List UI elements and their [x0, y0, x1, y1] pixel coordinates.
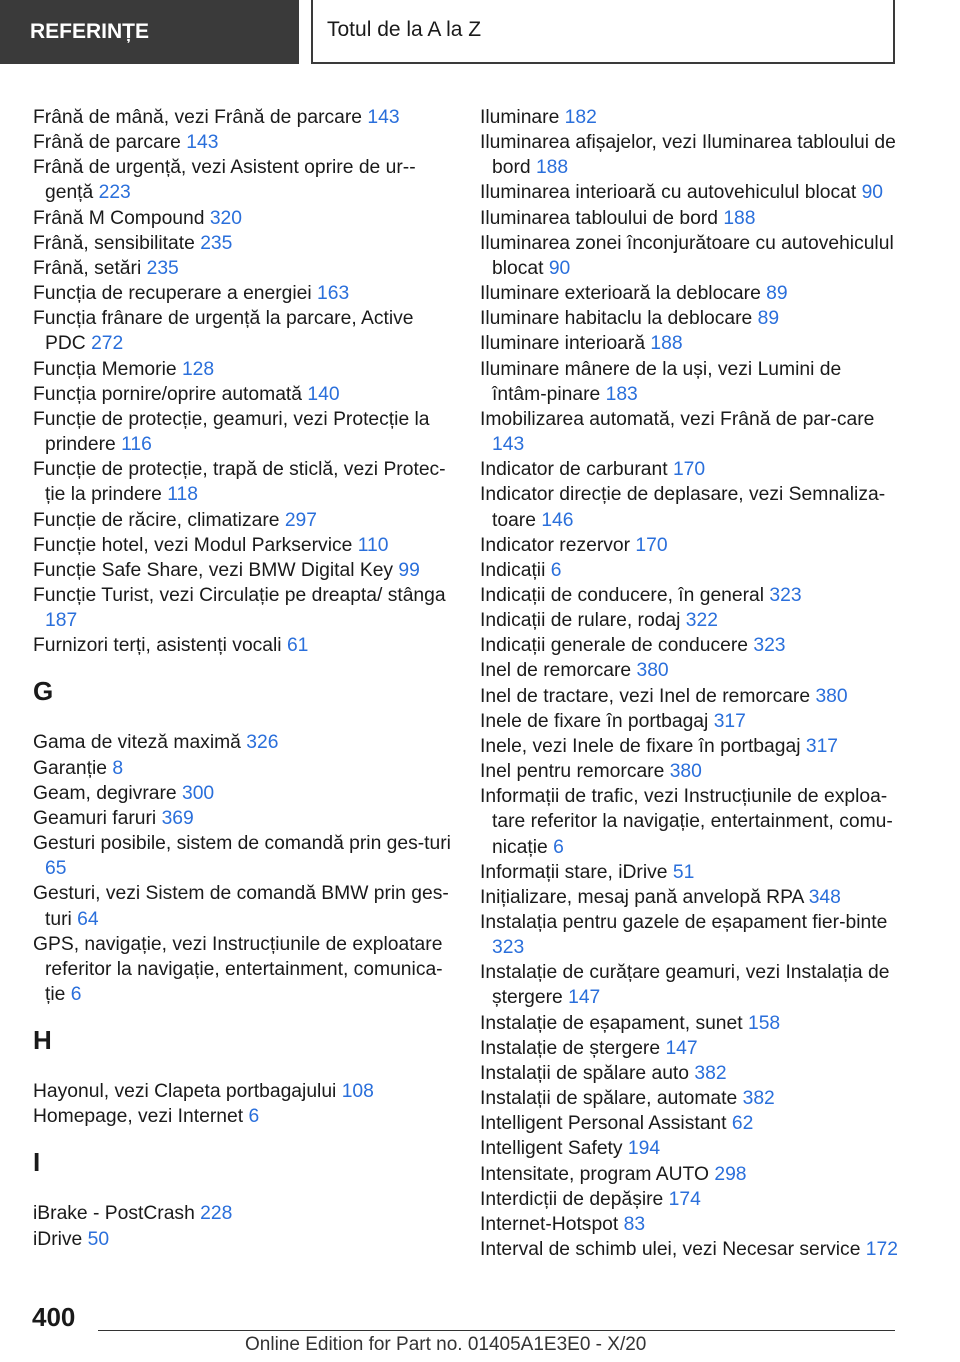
page-link[interactable]: 51: [672, 861, 695, 883]
page-link[interactable]: 348: [808, 886, 841, 908]
entry-term: Funcție Turist, vezi Circulație pe dreapta/ stânga: [33, 584, 446, 606]
page-link[interactable]: 272: [91, 333, 124, 355]
entry-term: Funcție Safe Share, vezi BMW Digital Key: [33, 559, 399, 581]
page-link[interactable]: 298: [714, 1163, 747, 1185]
entry-term: Inele, vezi Inele de fixare în portbagaj: [480, 735, 806, 757]
page-link[interactable]: 170: [672, 459, 706, 481]
index-entry: [33, 932, 453, 1007]
index-column-right: [480, 105, 900, 1262]
entry-term: Indicator rezervor: [480, 534, 636, 556]
index-entry: [33, 256, 453, 281]
entry-term: Intelligent Personal Assistant: [480, 1113, 732, 1135]
index-entry: [33, 1227, 453, 1252]
index-entry: [480, 206, 900, 231]
index-entry: [480, 231, 900, 281]
entry-term: Intensitate, program AUTO: [480, 1163, 715, 1185]
page-link[interactable]: 228: [200, 1203, 233, 1225]
index-entry: [480, 130, 900, 180]
entry-term: Iluminarea interioară cu autovehiculul blocat: [480, 182, 862, 204]
section-title: REFERINȚE: [30, 20, 150, 43]
page-link[interactable]: 61: [286, 635, 309, 657]
page-link[interactable]: 188: [650, 333, 683, 355]
index-entry: [480, 281, 900, 306]
entry-term: Inel pentru remorcare: [480, 761, 670, 783]
index-entry: [33, 781, 453, 806]
page-link[interactable]: 110: [357, 534, 389, 556]
entry-term: Frână de urgență, vezi Asistent oprire de ur-gență: [33, 157, 416, 204]
entry-term: Funcția Memorie: [33, 358, 182, 380]
page-number: 400: [32, 1302, 76, 1332]
index-entry: [33, 1104, 453, 1129]
entry-term: Inel de tractare, vezi Inel de remorcare: [480, 685, 816, 707]
entry-term: Iluminare mânere de la uși, vezi Lumini de întâm-pinare: [480, 358, 842, 405]
page-link[interactable]: 323: [769, 584, 802, 606]
page-link[interactable]: 65: [45, 858, 67, 880]
index-entry: [480, 608, 900, 633]
page-link[interactable]: 317: [713, 710, 746, 732]
page-link[interactable]: 50: [87, 1228, 110, 1250]
page-link[interactable]: 235: [146, 257, 179, 279]
entry-group-i-cont: [480, 105, 900, 1262]
index-entry: [33, 382, 453, 407]
chapter-title: Totul de la A la Z: [327, 18, 482, 41]
page-link[interactable]: 140: [307, 383, 340, 405]
page-link[interactable]: 223: [98, 182, 131, 204]
entry-term: Indicator de carburant: [480, 459, 673, 481]
index-entry: [480, 1136, 900, 1161]
entry-term: Indicator direcție de deplasare, vezi Semnaliza-toare: [480, 484, 886, 531]
page-link[interactable]: 194: [627, 1138, 661, 1160]
entry-group-g: [33, 730, 453, 1007]
index-entry: [480, 709, 900, 734]
entry-term: Funcția pornire/oprire automată: [33, 383, 308, 405]
entry-term: Interval de schimb ulei, vezi Necesar service: [480, 1239, 866, 1261]
index-entry: [33, 130, 453, 155]
index-entry: [480, 558, 900, 583]
entry-term: Instalație de ștergere: [480, 1037, 666, 1059]
entry-term: Funcție hotel, vezi Modul Parkservice: [33, 534, 358, 556]
entry-term: Frână de parcare: [33, 132, 187, 154]
entry-term: Frână, setări: [33, 257, 147, 279]
entry-term: Indicații de conducere, în general: [480, 584, 770, 606]
index-entry: [33, 730, 453, 755]
page-link[interactable]: 143: [492, 434, 525, 456]
index-entry: [33, 206, 453, 231]
page-link[interactable]: 182: [564, 107, 597, 128]
entry-term: Funcția frânare de urgență la parcare, Active PDC: [33, 308, 414, 355]
entry-term: Inițializare, mesaj pană anvelopă RPA: [480, 886, 809, 908]
entry-term: Internet-Hotspot: [480, 1213, 624, 1235]
entry-term: Gesturi posibile, sistem de comandă prin ges-turi: [33, 833, 451, 855]
index-entry: [33, 881, 453, 931]
page-link[interactable]: 89: [766, 283, 788, 305]
index-entry: [33, 231, 453, 256]
page-link[interactable]: 323: [753, 635, 786, 657]
page-link[interactable]: 170: [635, 534, 668, 556]
entry-term: Instalație de curățare geamuri, vezi Instalația de ștergere: [480, 962, 890, 1009]
page-link[interactable]: 64: [77, 908, 99, 930]
page-link[interactable]: 108: [341, 1081, 374, 1103]
index-entry: [480, 583, 900, 608]
entry-term: Indicații generale de conducere: [480, 635, 754, 657]
index-entry: [480, 1162, 900, 1187]
page-link[interactable]: 118: [167, 484, 198, 506]
section-tab: [0, 0, 299, 64]
index-entry: [480, 180, 900, 205]
index-entry: [33, 357, 453, 382]
letter-heading-g: G: [33, 676, 54, 707]
entry-term: Funcția de recuperare a energiei: [33, 283, 318, 305]
index-entry: [33, 756, 453, 781]
entry-term: Iluminare: [480, 107, 565, 128]
index-entry: [33, 105, 453, 130]
page-link[interactable]: 6: [70, 984, 82, 1005]
index-entry: [33, 508, 453, 533]
page-link[interactable]: 300: [181, 782, 215, 804]
entry-term: Interdicții de depășire: [480, 1188, 669, 1210]
page-link[interactable]: 297: [284, 509, 317, 531]
entry-term: Frână, sensibilitate: [33, 232, 201, 254]
page-link[interactable]: 174: [668, 1188, 701, 1210]
entry-term: Garanție: [33, 757, 113, 779]
index-entry: [33, 1079, 453, 1104]
index-entry: [480, 407, 900, 457]
letter-heading-h: H: [33, 1025, 52, 1056]
index-entry: [33, 457, 453, 507]
entry-term: Geamuri faruri: [33, 807, 162, 829]
page-link[interactable]: 172: [865, 1239, 898, 1261]
index-entry: [480, 784, 900, 859]
page-link[interactable]: 62: [731, 1113, 754, 1135]
page-link[interactable]: 323: [492, 937, 525, 959]
entry-term: Instalații de spălare auto: [480, 1062, 695, 1084]
entry-term: Indicații: [480, 559, 551, 581]
footer-divider: [98, 1330, 895, 1331]
index-entry: [480, 457, 900, 482]
page-link[interactable]: 382: [694, 1062, 727, 1084]
page-link[interactable]: 90: [548, 257, 571, 279]
page-link[interactable]: 317: [805, 735, 839, 757]
index-entry: [33, 806, 453, 831]
index-entry: [480, 759, 900, 784]
entry-term: Gama de viteză maximă: [33, 732, 247, 754]
entry-term: Funcție de răcire, climatizare: [33, 509, 285, 531]
entry-term: Intelligent Safety: [480, 1138, 628, 1160]
entry-group-h: [33, 1079, 453, 1129]
index-entry: [33, 1201, 453, 1226]
page-link[interactable]: 89: [757, 308, 780, 330]
index-entry: [480, 885, 900, 910]
index-entry: [480, 533, 900, 558]
page-link[interactable]: 380: [669, 761, 702, 783]
entry-term: Homepage, vezi Internet: [33, 1106, 249, 1128]
index-entry: [480, 633, 900, 658]
page-link[interactable]: 83: [623, 1213, 646, 1235]
index-entry: [33, 831, 453, 881]
page-link[interactable]: 6: [550, 559, 562, 581]
entry-group-f: [33, 105, 453, 658]
entry-term: Inel de remorcare: [480, 660, 637, 682]
page-link[interactable]: 128: [181, 358, 215, 380]
entry-term: Indicații de rulare, rodaj: [480, 610, 686, 632]
index-entry: [480, 357, 900, 407]
page-link[interactable]: 188: [723, 207, 756, 229]
page-link[interactable]: 8: [112, 757, 124, 779]
page-link[interactable]: 382: [742, 1088, 775, 1110]
entry-term: Iluminarea tabloului de bord: [480, 207, 724, 229]
entry-term: Gesturi, vezi Sistem de comandă BMW prin ges-turi: [33, 883, 449, 930]
index-entry: [480, 306, 900, 331]
index-entry: [33, 407, 453, 457]
page-link[interactable]: 188: [535, 157, 569, 179]
entry-term: Iluminarea zonei înconjurătoare cu autovehiculul blocat: [480, 232, 894, 279]
entry-group-i: [33, 1201, 453, 1251]
page-link[interactable]: 235: [200, 232, 233, 254]
index-entry: [480, 1237, 900, 1262]
index-entry: [480, 960, 900, 1010]
index-entry: [480, 1086, 900, 1111]
entry-term: Instalații de spălare, automate: [480, 1088, 743, 1110]
entry-term: Iluminare exterioară la deblocare: [480, 283, 767, 305]
page-link[interactable]: 163: [317, 283, 350, 305]
index-entry: [480, 1011, 900, 1036]
entry-term: iBrake - PostCrash: [33, 1203, 201, 1225]
index-entry: [480, 860, 900, 885]
index-entry: [33, 633, 453, 658]
index-entry: [480, 684, 900, 709]
page-link[interactable]: 322: [685, 610, 718, 632]
index-entry: [480, 1061, 900, 1086]
page-link[interactable]: 187: [45, 610, 78, 632]
page-link[interactable]: 147: [665, 1037, 698, 1059]
index-entry: [480, 658, 900, 683]
index-entry: [480, 482, 900, 532]
page-link[interactable]: 380: [636, 660, 669, 682]
entry-term: iDrive: [33, 1228, 88, 1250]
index-entry: [480, 910, 900, 960]
page-link[interactable]: 326: [246, 732, 279, 754]
page-link[interactable]: 6: [248, 1106, 260, 1128]
page-link[interactable]: 90: [861, 182, 884, 204]
index-entry: [33, 583, 453, 633]
entry-term: GPS, navigație, vezi Instrucțiunile de exploatare referitor la navigație, entertainment, comunica-ție: [33, 933, 443, 1005]
page-link[interactable]: 147: [568, 987, 601, 1009]
entry-term: Iluminare habitaclu la deblocare: [480, 308, 758, 330]
page-link[interactable]: 320: [209, 207, 242, 229]
index-entry: [480, 1187, 900, 1212]
letter-heading-i: I: [33, 1147, 41, 1178]
index-entry: [480, 1212, 900, 1237]
page-link[interactable]: 143: [186, 132, 219, 154]
index-column-left: [33, 105, 453, 1252]
entry-term: Funcție de protecție, geamuri, vezi Protecție la prindere: [33, 408, 430, 456]
index-entry: [480, 734, 900, 759]
page-link[interactable]: 183: [605, 383, 638, 405]
page-link[interactable]: 158: [747, 1012, 781, 1034]
index-entry: [33, 306, 453, 356]
index-entry: [480, 1111, 900, 1136]
entry-term: Informații de trafic, vezi Instrucțiunile de exploa-tare referitor la navigație, entertainment, comu-nicație: [480, 786, 893, 858]
page-link[interactable]: 369: [161, 807, 194, 829]
page-link[interactable]: 380: [815, 685, 848, 707]
entry-term: Imobilizarea automată, vezi Frână de par-care: [480, 408, 875, 430]
index-entry: [480, 105, 900, 130]
entry-term: Instalația pentru gazele de eșapament fier-binte: [480, 912, 888, 933]
index-entry: [33, 533, 453, 558]
index-entry: [480, 1036, 900, 1061]
entry-term: Instalație de eșapament, sunet: [480, 1012, 748, 1034]
entry-term: Iluminare interioară: [480, 333, 651, 355]
chapter-tab: [311, 0, 895, 64]
page-link[interactable]: 99: [398, 559, 420, 581]
entry-term: Iluminarea afișajelor, vezi Iluminarea tabloului de bord: [480, 132, 896, 179]
index-entry: [33, 558, 453, 583]
page-link[interactable]: 6: [553, 836, 564, 858]
page-link[interactable]: 146: [541, 509, 574, 531]
entry-term: Funcție de protecție, trapă de sticlă, vezi Protec-ție la prindere: [33, 459, 446, 506]
page-link[interactable]: 116: [121, 434, 152, 456]
entry-term: Frână M Compound: [33, 207, 210, 229]
entry-term: Hayonul, vezi Clapeta portbagajului: [33, 1081, 342, 1103]
index-entry: [480, 331, 900, 356]
page-link[interactable]: 143: [367, 107, 400, 128]
index-entry: [33, 281, 453, 306]
entry-term: Informații stare, iDrive: [480, 861, 673, 883]
entry-term: Furnizori terți, asistenți vocali: [33, 635, 287, 657]
entry-term: Geam, degivrare: [33, 782, 182, 804]
entry-term: Inele de fixare în portbagaj: [480, 710, 714, 732]
entry-term: Frână de mână, vezi Frână de parcare: [33, 107, 368, 128]
edition-note: Online Edition for Part no. 01405A1E3E0 - X/20: [245, 1334, 647, 1355]
index-entry: [33, 155, 453, 205]
